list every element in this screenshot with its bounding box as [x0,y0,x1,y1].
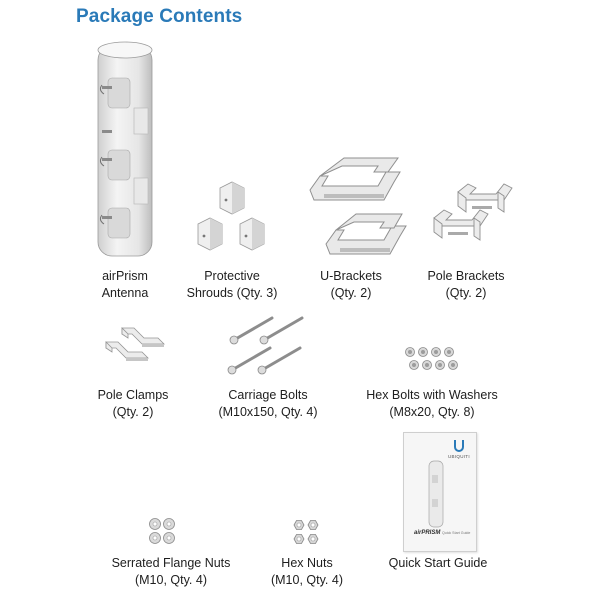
hex-nuts-image [288,516,324,548]
caption-u-brackets: U-Brackets (Qty. 2) [320,269,382,300]
caption-protective-shrouds: Protective Shrouds (Qty. 3) [186,269,278,300]
caption-airprism-antenna: airPrism Antenna [101,269,149,300]
quick-start-guide-image [403,432,477,552]
pole-brackets-image [428,178,518,252]
caption-carriage-bolts: Carriage Bolts (M10x150, Qty. 4) [218,388,318,419]
caption-pole-clamps: Pole Clamps (Qty. 2) [97,388,169,419]
guide-product: airPRISM [414,530,441,536]
protective-shrouds-image [192,178,272,258]
guide-antenna-image [426,459,446,529]
guide-brand: UBIQUITI [448,454,470,459]
carriage-bolts-image [222,310,314,376]
guide-doc-title: Quick Start Guide [442,531,471,535]
airprism-antenna-image [90,38,160,260]
page-title: Package Contents [76,6,243,27]
caption-hex-nuts: Hex Nuts (M10, Qty. 4) [270,556,343,587]
caption-pole-brackets: Pole Brackets (Qty. 2) [427,269,505,300]
hex-bolts-image [400,344,464,374]
caption-hex-bolts: Hex Bolts with Washers (M8x20, Qty. 8) [366,388,498,419]
ubiquiti-u-logo-icon [453,439,465,453]
caption-serrated-flange-nuts: Serrated Flange Nuts (M10, Qty. 4) [111,556,231,587]
u-brackets-image [300,150,410,262]
caption-quick-start-guide: Quick Start Guide [388,556,488,570]
serrated-flange-nuts-image [144,515,180,547]
pole-clamps-image [100,320,174,366]
